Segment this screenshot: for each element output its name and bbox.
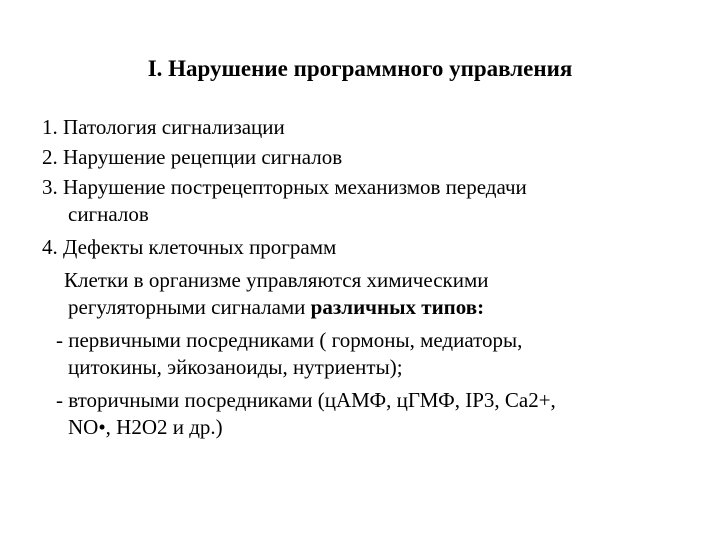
list-text: Дефекты клеточных программ <box>63 235 337 259</box>
list-item-4 <box>42 234 682 261</box>
paragraph-line-1: Клетки в организме управляются химическими <box>64 268 489 292</box>
list-item-3 <box>42 174 682 201</box>
list-text: Нарушение рецепции сигналов <box>63 145 343 169</box>
list-text: Патология сигнализации <box>63 115 285 139</box>
slide-title: I. Нарушение программного управления <box>147 56 573 81</box>
paragraph-text: регуляторными сигналами <box>68 295 311 319</box>
slide-body <box>42 114 682 441</box>
dash-item-2-line-1: - вторичными посредниками (цАМФ, цГМФ, IP3, Са2+, <box>56 388 556 412</box>
list-number: 2. <box>42 145 58 169</box>
list-item-1 <box>42 114 682 141</box>
list-number: 1. <box>42 115 58 139</box>
paragraph-bold-text: различных типов: <box>310 295 485 319</box>
list-text: Нарушение пострецепторных механизмов передачи <box>63 175 527 199</box>
list-number: 4. <box>42 235 58 259</box>
dash-item-1-line-2: цитокины, эйкозаноиды, нутриенты); <box>68 355 403 379</box>
list-item-3-continuation: сигналов <box>68 202 149 226</box>
list-item-2 <box>42 144 682 171</box>
paragraph-line-2 <box>42 294 682 321</box>
dash-item-2-line-2: NO•, Н2О2 и др.) <box>68 415 223 439</box>
dash-item-1-line-1: - первичными посредниками ( гормоны, медиаторы, <box>56 328 523 352</box>
list-number: 3. <box>42 175 58 199</box>
